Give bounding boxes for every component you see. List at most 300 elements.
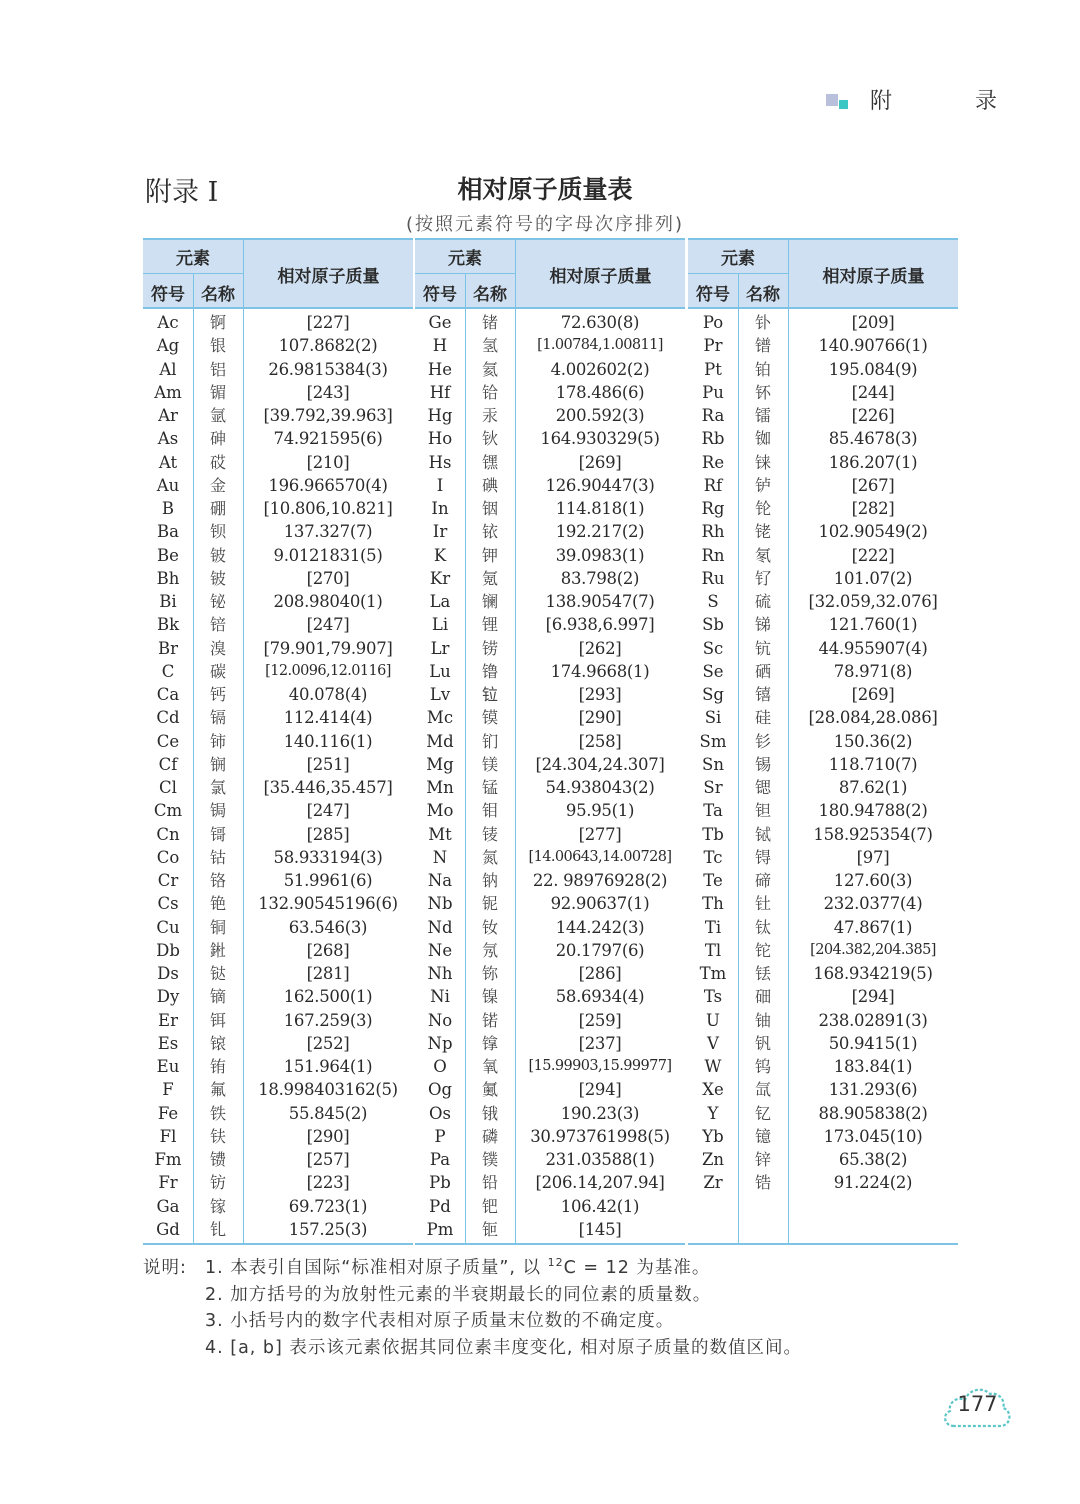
element-symbol: B [161,499,175,518]
element-name: 镍 [481,987,498,1007]
header-mass: 相对原子质量 [549,267,652,287]
atomic-mass: 4.002602(2) [550,359,650,379]
element-symbol: H [432,336,448,356]
element-symbol: Ti [704,917,722,937]
element-symbol: Fr [158,1173,178,1193]
header-element: 元素 [721,249,755,269]
atomic-mass: [277] [578,824,622,844]
element-name: 镉 [209,708,226,728]
element-symbol: Ni [430,987,450,1007]
element-name: 鿭 [481,964,498,983]
element-symbol: Nd [427,917,453,937]
table-row [143,544,413,567]
table-row [415,358,685,381]
table-row [688,590,958,613]
page-title: 相对原子质量表 [457,175,633,204]
element-symbol: Fl [159,1126,177,1146]
header-name: 名称 [201,285,235,305]
element-name: 溴 [209,638,226,658]
table-row [415,1009,685,1032]
atomic-mass: 186.207(1) [828,452,918,472]
atomic-mass: 26.9815384(3) [268,359,388,379]
table-row [415,544,685,567]
atomic-mass: [15.99903,15.99977] [528,1058,672,1074]
table-row [415,427,685,450]
atomic-mass: 22. 98976928(2) [532,871,668,890]
table-row [415,1102,685,1125]
atomic-mass: 58.6934(4) [555,987,645,1007]
atomic-mass: 140.116(1) [283,731,373,751]
table-row [688,520,958,543]
element-name: 氙 [754,1080,771,1100]
atomic-mass: [6.938,6.997] [545,615,655,635]
atomic-mass: [251] [306,754,350,774]
atomic-mass: 63.546(3) [288,917,368,937]
element-name: 铊 [754,940,771,960]
table-row [688,916,958,939]
element-symbol: Au [156,475,180,495]
table-row [415,381,685,404]
atomic-mass: [79.901,79.907] [263,638,393,658]
page-number-text: 177 [957,1392,998,1416]
element-name: 铁 [209,1103,226,1123]
table-row [143,520,413,543]
atomic-mass: [14.00643,14.00728] [528,848,672,865]
element-symbol: Tb [702,824,724,844]
element-symbol: Eu [156,1057,180,1076]
atomic-mass: 72.630(8) [560,313,640,332]
atomic-mass: 126.90447(3) [545,475,655,495]
table-row [415,613,685,636]
atomic-mass: [12.0096,12.0116] [265,662,391,679]
element-name: 𬭳 [754,685,771,704]
element-symbol: Pu [702,382,724,402]
element-symbol: Fe [157,1103,179,1123]
element-symbol: Sr [703,778,723,797]
atomic-mass: [28.084,28.086] [808,708,938,728]
element-symbol: Ac [157,313,179,332]
element-symbol: F [162,1080,174,1100]
atomic-mass: 162.500(1) [283,987,373,1007]
element-symbol: Be [157,545,179,565]
element-symbol: Ce [156,731,180,751]
element-symbol: Nh [427,964,453,983]
element-name: 镱 [754,1126,771,1146]
atomic-mass: 164.930329(5) [540,429,660,449]
atomic-mass: [290] [306,1126,350,1146]
element-name: 钷 [481,1219,498,1239]
table-row [415,776,685,799]
atomic-mass: [24.304,24.307] [535,754,665,774]
table-row [143,753,413,776]
element-name: 氡 [754,545,771,565]
element-name: 氟 [209,1080,226,1100]
element-symbol: Bh [156,568,180,588]
element-symbol: Lv [429,685,451,704]
element-name: 𬭶 [481,452,498,472]
element-symbol: Sg [702,685,724,704]
element-name: 𫟷 [481,685,498,704]
header-element: 元素 [176,249,210,269]
element-name: 镅 [209,382,226,402]
element-name: 铋 [209,592,226,611]
atomic-mass: 137.327(7) [283,522,373,542]
table-row [415,985,685,1008]
element-name: 鿔 [209,824,226,844]
element-name: 鿬 [754,987,771,1007]
element-symbol: Es [157,1033,179,1053]
element-name: 锕 [209,313,226,332]
table-row [143,590,413,613]
table-row [143,1218,413,1241]
table-row [415,404,685,427]
element-symbol: Mt [428,824,452,844]
square-icon [826,94,838,106]
table-row [143,869,413,892]
atomic-mass: 167.259(3) [283,1010,373,1030]
table-row [688,846,958,869]
element-name: 铷 [754,429,771,449]
table-row [143,637,413,660]
element-name: 铒 [209,1010,226,1030]
table-row [688,1078,958,1101]
element-name: 氪 [481,568,498,588]
element-symbol: Ag [156,336,180,356]
element-name: 锝 [754,847,771,867]
element-symbol: Ho [427,429,453,449]
atomic-mass: 132.90545196(6) [258,894,398,914]
atomic-mass: 107.8682(2) [278,336,378,356]
element-symbol: Sn [702,754,724,774]
atomic-mass: [209] [851,313,895,332]
atomic-mass: 158.925354(7) [813,824,933,844]
notes-label: 说明: [143,1258,187,1278]
table-row [688,683,958,706]
table-row [688,311,958,334]
table-row [143,730,413,753]
element-name: 碳 [209,661,226,681]
table-row [143,311,413,334]
atomic-mass: [145] [578,1219,622,1239]
element-name: 铥 [754,964,771,983]
element-name: 𨧀 [209,940,226,960]
element-name: 钒 [754,1033,771,1053]
element-name: 锗 [481,313,498,332]
element-name: 镤 [481,1150,498,1169]
element-name: 钆 [209,1219,226,1239]
element-name: 钪 [754,638,771,658]
element-symbol: Os [429,1103,451,1123]
element-name: 钬 [481,429,498,449]
table-row [415,1148,685,1171]
note-4: 4. [a, b] 表示该元素依据其同位素丰度变化, 相对原子质量的数值区间。 [205,1337,803,1358]
element-symbol: Ir [432,522,448,542]
table-row [688,823,958,846]
note-3: 3. 小括号内的数字代表相对原子质量末位数的不确定度。 [205,1311,675,1331]
element-symbol: Pb [429,1173,451,1193]
element-name: 钚 [754,382,771,402]
atomic-mass: 44.955907(4) [818,638,928,658]
element-name: 银 [209,336,226,356]
element-name: 镭 [754,406,771,425]
element-symbol: Sc [702,638,724,658]
table-row [688,939,958,962]
atomic-mass: [285] [306,824,350,844]
element-name: 钴 [209,847,226,867]
atomic-mass: 95.95(1) [565,801,635,821]
element-symbol: Ar [158,406,178,425]
table-row [415,451,685,474]
element-name: 铬 [209,871,226,890]
atomic-mass: [258] [578,731,622,751]
element-name: 钙 [209,685,226,704]
table-row [415,683,685,706]
element-symbol: Bk [156,615,180,635]
header-symbol: 符号 [423,285,457,305]
atomic-mass: 180.94788(2) [818,801,928,821]
element-symbol: U [706,1010,720,1030]
atomic-mass: [35.446,35.457] [263,778,393,797]
atomic-mass: [269] [578,452,622,472]
atomic-mass: [204.382,204.385] [810,941,936,958]
table-row [143,1078,413,1101]
element-name: 锫 [209,615,226,635]
element-name: 铌 [481,894,498,914]
element-name: 镓 [209,1196,226,1216]
element-symbol: Am [154,382,182,402]
element-symbol: Ga [156,1196,180,1216]
atomic-mass: 118.710(7) [828,754,918,774]
element-symbol: Na [427,871,453,890]
atomic-mass: 138.90547(7) [545,592,655,611]
element-name: 镁 [481,754,498,774]
element-name: 铈 [209,731,226,751]
element-name: 氢 [481,336,498,356]
atomic-mass: 30.973761998(5) [530,1126,670,1146]
atomic-mass: 178.486(6) [555,382,645,402]
element-symbol: Ca [156,685,180,704]
table-row [143,1102,413,1125]
element-symbol: Rg [701,499,725,518]
table-block [415,238,685,1245]
atomic-mass: [290] [578,708,622,728]
atomic-mass: [237] [578,1033,622,1053]
atomic-mass: [294] [578,1080,622,1100]
element-symbol: Db [156,940,180,960]
element-symbol: S [707,592,719,611]
atomic-mass: 183.84(1) [833,1057,913,1076]
atomic-mass: 101.07(2) [833,568,913,588]
table-row [415,497,685,520]
element-name: 镥 [481,661,498,681]
element-name: 氦 [481,359,498,379]
table-row [688,799,958,822]
element-name: 钍 [754,894,771,914]
element-name: 锶 [754,778,771,797]
atomic-mass: 196.966570(4) [268,475,388,495]
table-row [415,590,685,613]
atomic-mass: 168.934219(5) [813,964,933,983]
atomic-mass: [262] [578,638,622,658]
atomic-mass: 131.293(6) [828,1080,918,1100]
element-symbol: Ds [157,964,179,983]
section-label: 附 录 [870,89,1035,114]
element-name: 铀 [754,1010,771,1030]
element-name: 锎 [209,754,226,774]
element-symbol: Cf [158,754,178,774]
element-symbol: Cn [156,824,180,844]
table-row [688,962,958,985]
table-row [415,1171,685,1194]
element-name: 𬬭 [754,499,771,518]
atomic-mass: 54.938043(2) [545,778,655,797]
atomic-mass: 50.9415(1) [828,1033,918,1053]
table-row [143,892,413,915]
atomic-mass: [243] [306,382,350,402]
page-number [940,1380,1015,1432]
atomic-mass: 190.23(3) [560,1103,640,1123]
atomic-mass: 83.798(2) [560,568,640,588]
atomic-mass: 91.224(2) [833,1173,913,1193]
element-name: 氧 [481,1057,498,1076]
table-row [415,962,685,985]
element-symbol: C [161,661,175,681]
atomic-mass: [293] [578,685,622,704]
atomic-mass: 208.98040(1) [273,592,383,611]
atomic-mass: [282] [851,499,895,518]
atomic-mass: 78.971(8) [833,661,913,681]
element-name: 铍 [209,568,226,588]
table-row [415,799,685,822]
table-row [415,1055,685,1078]
element-symbol: V [707,1033,719,1053]
element-name: 镄 [209,1150,226,1169]
element-name: 铕 [209,1057,226,1076]
atomic-mass: 121.760(1) [828,615,918,635]
element-symbol: Th [702,894,724,914]
element-name: 铼 [754,452,771,472]
element-symbol: Og [427,1080,453,1100]
table-row [143,846,413,869]
atomic-mass: 192.217(2) [555,522,645,542]
element-name: 钾 [481,545,498,565]
element-name: 镝 [209,987,226,1007]
element-symbol: Bi [159,592,177,611]
table-row [415,660,685,683]
atomic-mass: [259] [578,1010,622,1030]
atomic-mass-table [143,238,958,1245]
atomic-mass: 150.36(2) [833,731,913,751]
atomic-mass: 174.9668(1) [550,661,650,681]
square-icon [839,100,848,109]
atomic-mass: 200.592(3) [555,406,645,425]
element-symbol: Zn [701,1150,725,1169]
atomic-mass: [247] [306,615,350,635]
element-symbol: Rf [703,475,723,495]
table-row [688,1055,958,1078]
table-row [415,474,685,497]
appendix-label: 附录 I [145,177,219,208]
table-row [415,520,685,543]
atomic-mass: [268] [306,940,350,960]
element-name: 钛 [754,917,771,937]
element-name: 钡 [209,522,226,542]
element-name: 锡 [754,754,771,774]
element-name: 𫟼 [209,964,226,983]
element-symbol: Si [704,708,722,728]
table-row [143,1148,413,1171]
element-symbol: Ba [157,522,179,542]
element-symbol: I [436,475,444,495]
element-symbol: Hf [429,382,451,402]
element-symbol: Pa [429,1150,451,1169]
element-name: 钌 [754,568,771,588]
element-name: 铯 [209,894,226,914]
element-name: 钕 [481,917,498,937]
element-name: 硫 [754,592,771,611]
header-element: 元素 [448,249,482,269]
table-row [688,544,958,567]
atomic-mass: [10.806,10.821] [263,499,393,518]
element-symbol: Gd [156,1219,180,1239]
table-row [143,939,413,962]
table-row [143,1195,413,1218]
table-row [143,567,413,590]
element-symbol: Np [427,1033,453,1053]
table-row [143,1009,413,1032]
atomic-mass: 114.818(1) [555,499,645,518]
element-symbol: Zr [703,1173,723,1193]
element-symbol: Pd [429,1196,451,1216]
element-name: 氯 [209,778,226,797]
atomic-mass: 157.25(3) [288,1219,368,1239]
table-row [143,451,413,474]
element-name: 锔 [209,801,226,821]
table-row [688,753,958,776]
element-symbol: Cm [153,801,183,821]
element-name: 鿫 [481,1080,498,1100]
atomic-mass: [286] [578,964,622,983]
element-symbol: Br [157,638,178,658]
atomic-mass: 65.38(2) [838,1150,908,1169]
table-row [143,381,413,404]
atomic-mass: 151.964(1) [283,1057,373,1076]
atomic-mass: 88.905838(2) [818,1103,928,1123]
atomic-mass: 18.998403162(5) [258,1080,398,1100]
table-row [415,1125,685,1148]
atomic-mass: [244] [851,382,895,402]
table-row [688,404,958,427]
table-row [688,660,958,683]
table-row [688,427,958,450]
element-name: 锂 [481,615,498,635]
element-symbol: P [434,1126,446,1146]
element-symbol: Ru [701,568,725,588]
atomic-mass: 173.045(10) [823,1126,923,1146]
section-header [826,84,1035,115]
table-row [415,823,685,846]
element-name: 砷 [209,429,226,449]
element-name: 𬬻 [754,475,771,495]
header-name: 名称 [746,285,780,305]
header-mass: 相对原子质量 [822,267,925,287]
table-row [688,892,958,915]
atomic-mass: 40.078(4) [288,685,368,704]
element-name: 鿏 [481,824,498,844]
element-symbol: Re [701,452,725,472]
element-name: 铹 [481,638,498,658]
table-row [688,985,958,1008]
